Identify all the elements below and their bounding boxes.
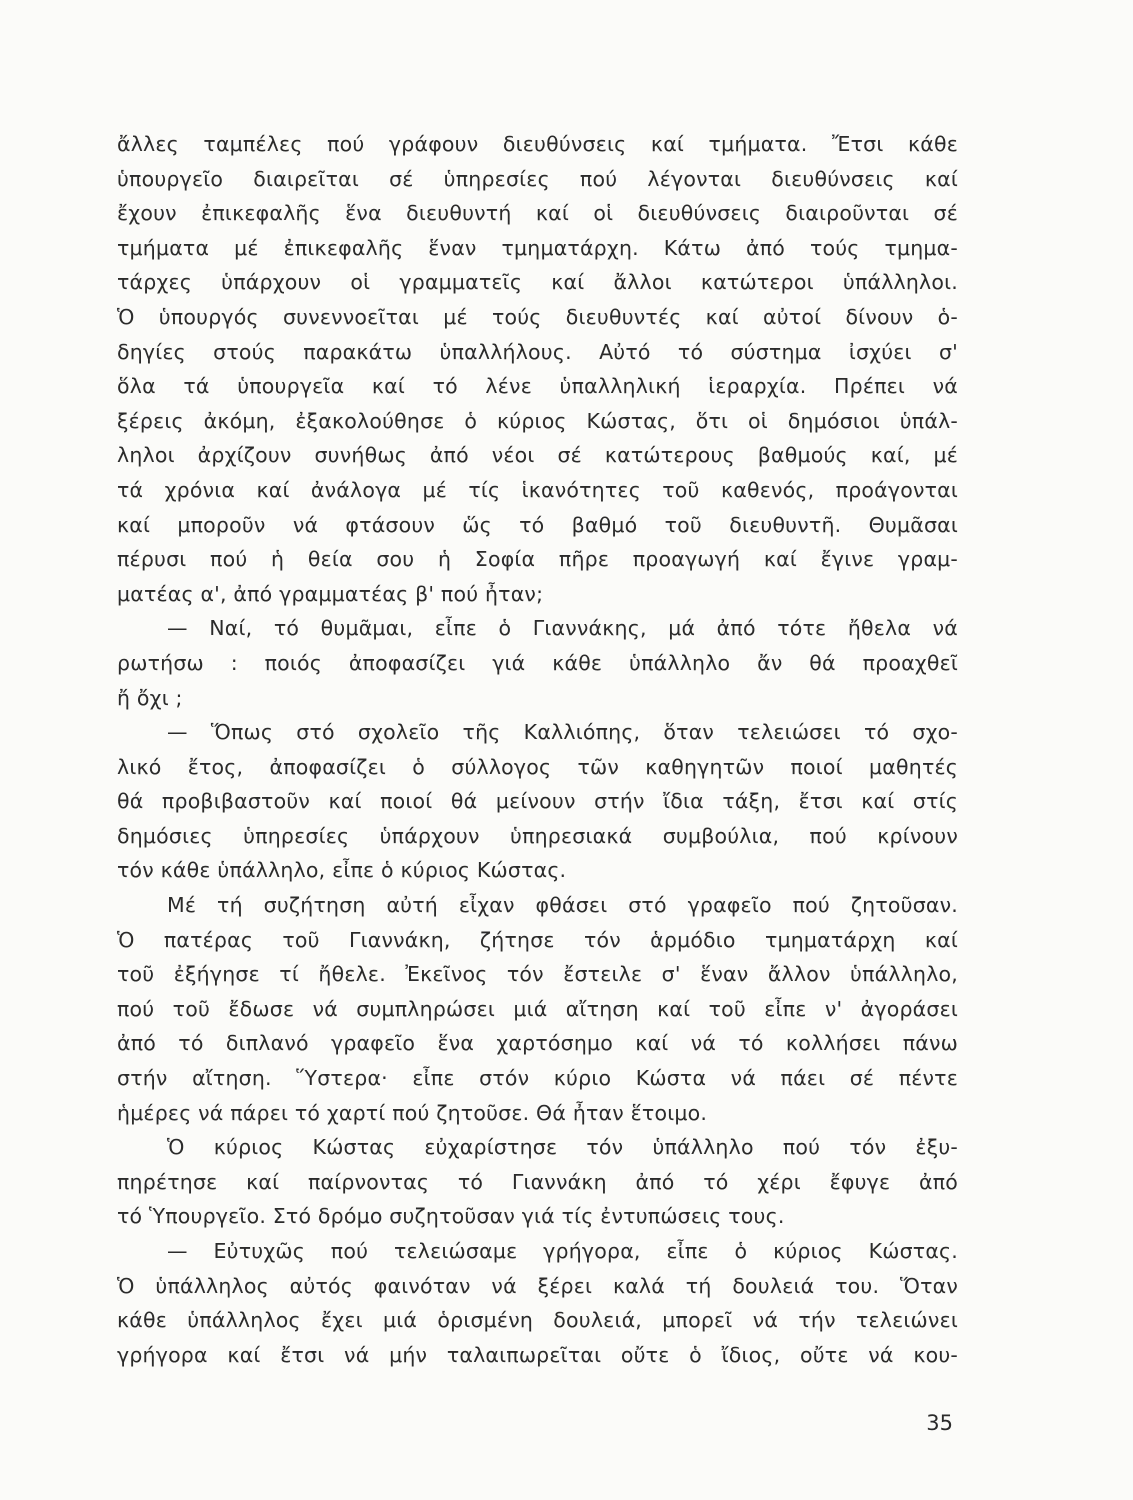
text-line: — Ναί, τό θυμᾶμαι, εἶπε ὁ Γιαννάκης, μά ἀπό τότε ἤθελα νά bbox=[167, 616, 958, 641]
text-line: ἡμέρες νά πάρει τό χαρτί πού ζητοῦσε. Θά ἦταν ἕτοιμο. bbox=[117, 1100, 708, 1125]
text-line: πού τοῦ ἔδωσε νά συμπληρώσει μιά αἴτηση καί τοῦ εἶπε ν' ἀγοράσει bbox=[117, 996, 958, 1021]
text-line: δημόσιες ὑπηρεσίες ὑπάρχουν ὑπηρεσιακά συμβούλια, πού κρίνουν bbox=[117, 823, 958, 848]
text-line: ὅλα τά ὑπουργεῖα καί τό λένε ὑπαλληλική ἱεραρχία. Πρέπει νά bbox=[117, 374, 958, 399]
text-line: τάρχες ὑπάρχουν οἱ γραμματεῖς καί ἄλλοι κατώτεροι ὑπάλληλοι. bbox=[117, 270, 958, 295]
text-line: στήν αἴτηση. Ὕστερα· εἶπε στόν κύριο Κώστα νά πάει σέ πέντε bbox=[117, 1066, 958, 1091]
text-line: ἔχουν ἐπικεφαλῆς ἕνα διευθυντή καί οἱ διευθύνσεις διαιροῦνται σέ bbox=[117, 201, 958, 226]
text-line: τά χρόνια καί ἀνάλογα μέ τίς ἱκανότητες τοῦ καθενός, προάγονται bbox=[117, 477, 958, 502]
text-line: ἀπό τό διπλανό γραφεῖο ἕνα χαρτόσημο καί νά τό κολλήσει πάνω bbox=[117, 1031, 958, 1056]
text-line: τόν κάθε ὑπάλληλο, εἶπε ὁ κύριος Κώστας. bbox=[117, 858, 567, 883]
text-line: πέρυσι πού ἡ θεία σου ἡ Σοφία πῆρε προαγωγή καί ἔγινε γραμ- bbox=[117, 547, 958, 572]
text-line: — Εὐτυχῶς πού τελειώσαμε γρήγορα, εἶπε ὁ κύριος Κώστας. bbox=[167, 1239, 958, 1263]
text-line: ὑπουργεῖο διαιρεῖται σέ ὑπηρεσίες πού λέγονται διευθύνσεις καί bbox=[117, 166, 958, 191]
text-line: ἄλλες ταμπέλες πού γράφουν διευθύνσεις καί τμήματα. Ἔτσι κάθε bbox=[117, 132, 958, 156]
text-line: λικό ἔτος, ἀποφασίζει ὁ σύλλογος τῶν καθηγητῶν ποιοί μαθητές bbox=[117, 754, 958, 779]
text-line: Ὁ ὑπάλληλος αὐτός φαινόταν νά ξέρει καλά τή δουλειά του. Ὅταν bbox=[117, 1273, 958, 1298]
text-line: Ὁ ὑπουργός συνεννοεῖται μέ τούς διευθυντές καί αὐτοί δίνουν ὁ- bbox=[117, 304, 958, 329]
text-line: — Ὅπως στό σχολεῖο τῆς Καλλιόπης, ὅταν τελειώσει τό σχο- bbox=[167, 720, 958, 745]
text-line: καί μποροῦν νά φτάσουν ὥς τό βαθμό τοῦ διευθυντῆ. Θυμᾶσαι bbox=[117, 512, 958, 537]
text-line: τό Ὑπουργεῖο. Στό δρόμο συζητοῦσαν γιά τίς ἐντυπώσεις τους. bbox=[117, 1204, 785, 1229]
text-line: ἤ ὄχι ; bbox=[117, 685, 183, 710]
text-line: ξέρεις ἀκόμη, ἐξακολούθησε ὁ κύριος Κώστας, ὅτι οἱ δημόσιοι ὑπάλ- bbox=[117, 408, 958, 433]
text-line: ματέας α', ἀπό γραμματέας β' πού ἦταν; bbox=[117, 581, 544, 606]
text-line: πηρέτησε καί παίρνοντας τό Γιαννάκη ἀπό τό χέρι ἔφυγε ἀπό bbox=[117, 1169, 958, 1194]
text-line: Ὁ κύριος Κώστας εὐχαρίστησε τόν ὑπάλληλο πού τόν ἐξυ- bbox=[167, 1135, 958, 1160]
text-line: ρωτήσω : ποιός ἀποφασίζει γιά κάθε ὑπάλληλο ἄν θά προαχθεῖ bbox=[117, 650, 958, 675]
text-line: τοῦ ἐξήγησε τί ἤθελε. Ἐκεῖνος τόν ἔστειλε σ' ἕναν ἄλλον ὑπάλληλο, bbox=[117, 962, 958, 987]
body-text bbox=[117, 127, 958, 1372]
text-line: θά προβιβαστοῦν καί ποιοί θά μείνουν στήν ἴδια τάξη, ἔτσι καί στίς bbox=[117, 789, 958, 814]
text-line: Μέ τή συζήτηση αὐτή εἶχαν φθάσει στό γραφεῖο πού ζητοῦσαν. bbox=[167, 893, 958, 918]
text-line: δηγίες στούς παρακάτω ὑπαλλήλους. Αὐτό τό σύστημα ἰσχύει σ' bbox=[117, 339, 958, 364]
text-line: γρήγορα καί ἔτσι νά μήν ταλαιπωρεῖται οὔτε ὁ ἴδιος, οὔτε νά κου- bbox=[117, 1342, 958, 1367]
page-number: 35 bbox=[926, 1411, 953, 1435]
text-line: Ὁ πατέρας τοῦ Γιαννάκη, ζήτησε τόν ἁρμόδιο τμηματάρχη καί bbox=[117, 927, 958, 952]
text-line: ληλοι ἀρχίζουν συνήθως ἀπό νέοι σέ κατώτερους βαθμούς καί, μέ bbox=[117, 443, 958, 468]
text-line: κάθε ὑπάλληλος ἔχει μιά ὁρισμένη δουλειά, μπορεῖ νά τήν τελειώνει bbox=[117, 1308, 958, 1333]
text-line: τμήματα μέ ἐπικεφαλῆς ἕναν τμηματάρχη. Κάτω ἀπό τούς τμημα- bbox=[117, 235, 958, 260]
